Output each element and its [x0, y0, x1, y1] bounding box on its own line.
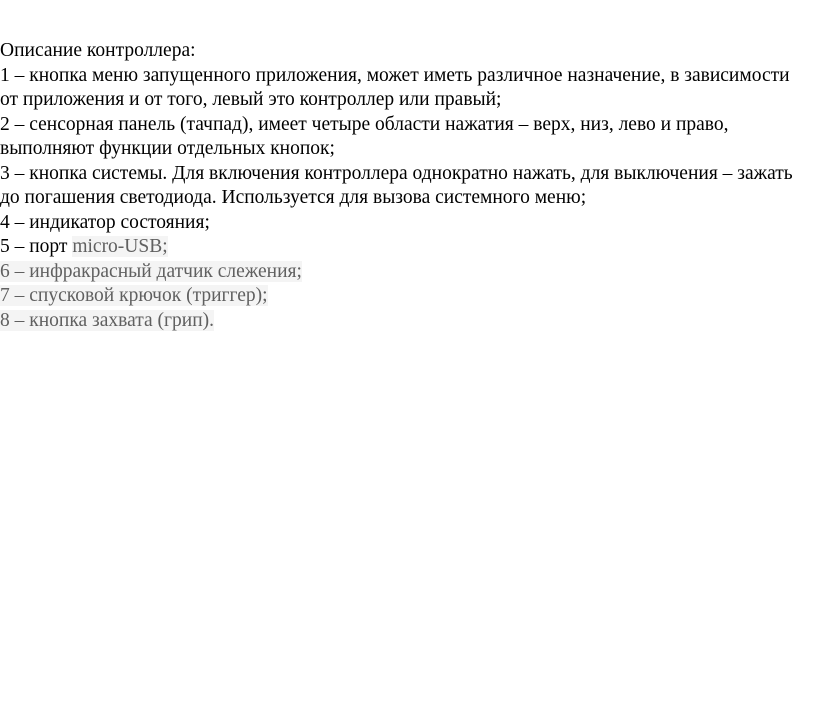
list-item-6-text: 6 – инфракрасный датчик слежения; — [0, 260, 302, 282]
list-item-6 — [0, 260, 816, 285]
list-item-1-line-1: 1 – кнопка меню запущенного приложения, может иметь различное назначение, в зависимости — [0, 64, 790, 86]
list-item-7-text: 7 – спусковой крючок (триггер); — [0, 285, 268, 306]
document-heading: Описание контроллера: — [0, 40, 196, 61]
list-item-4: 4 – индикатор состояния; — [0, 211, 210, 233]
list-item-2-line-1: 2 – сенсорная панель (тачпад), имеет четыре области нажатия – верх, низ, лево и право, — [0, 113, 729, 135]
list-item-3-line-2: до погашения светодиода. Используется для вызова системного меню; — [0, 187, 587, 208]
list-item-5-suffix: micro-USB; — [72, 236, 168, 257]
document-body — [0, 39, 816, 333]
list-item-3-line-1: 3 – кнопка системы. Для включения контроллера однократно нажать, для выключения – зажать — [0, 162, 793, 184]
list-item-2-line-2: выполняют функции отдельных кнопок; — [0, 138, 335, 159]
list-item-1-line-2: от приложения и от того, левый это контроллер или правый; — [0, 89, 502, 110]
list-item-7 — [0, 284, 816, 309]
list-item-5-prefix: 5 – порт — [0, 236, 73, 257]
list-item-5 — [0, 235, 816, 260]
list-item-8-text: 8 – кнопка захвата (грип). — [0, 309, 215, 331]
list-item-8 — [0, 309, 816, 334]
